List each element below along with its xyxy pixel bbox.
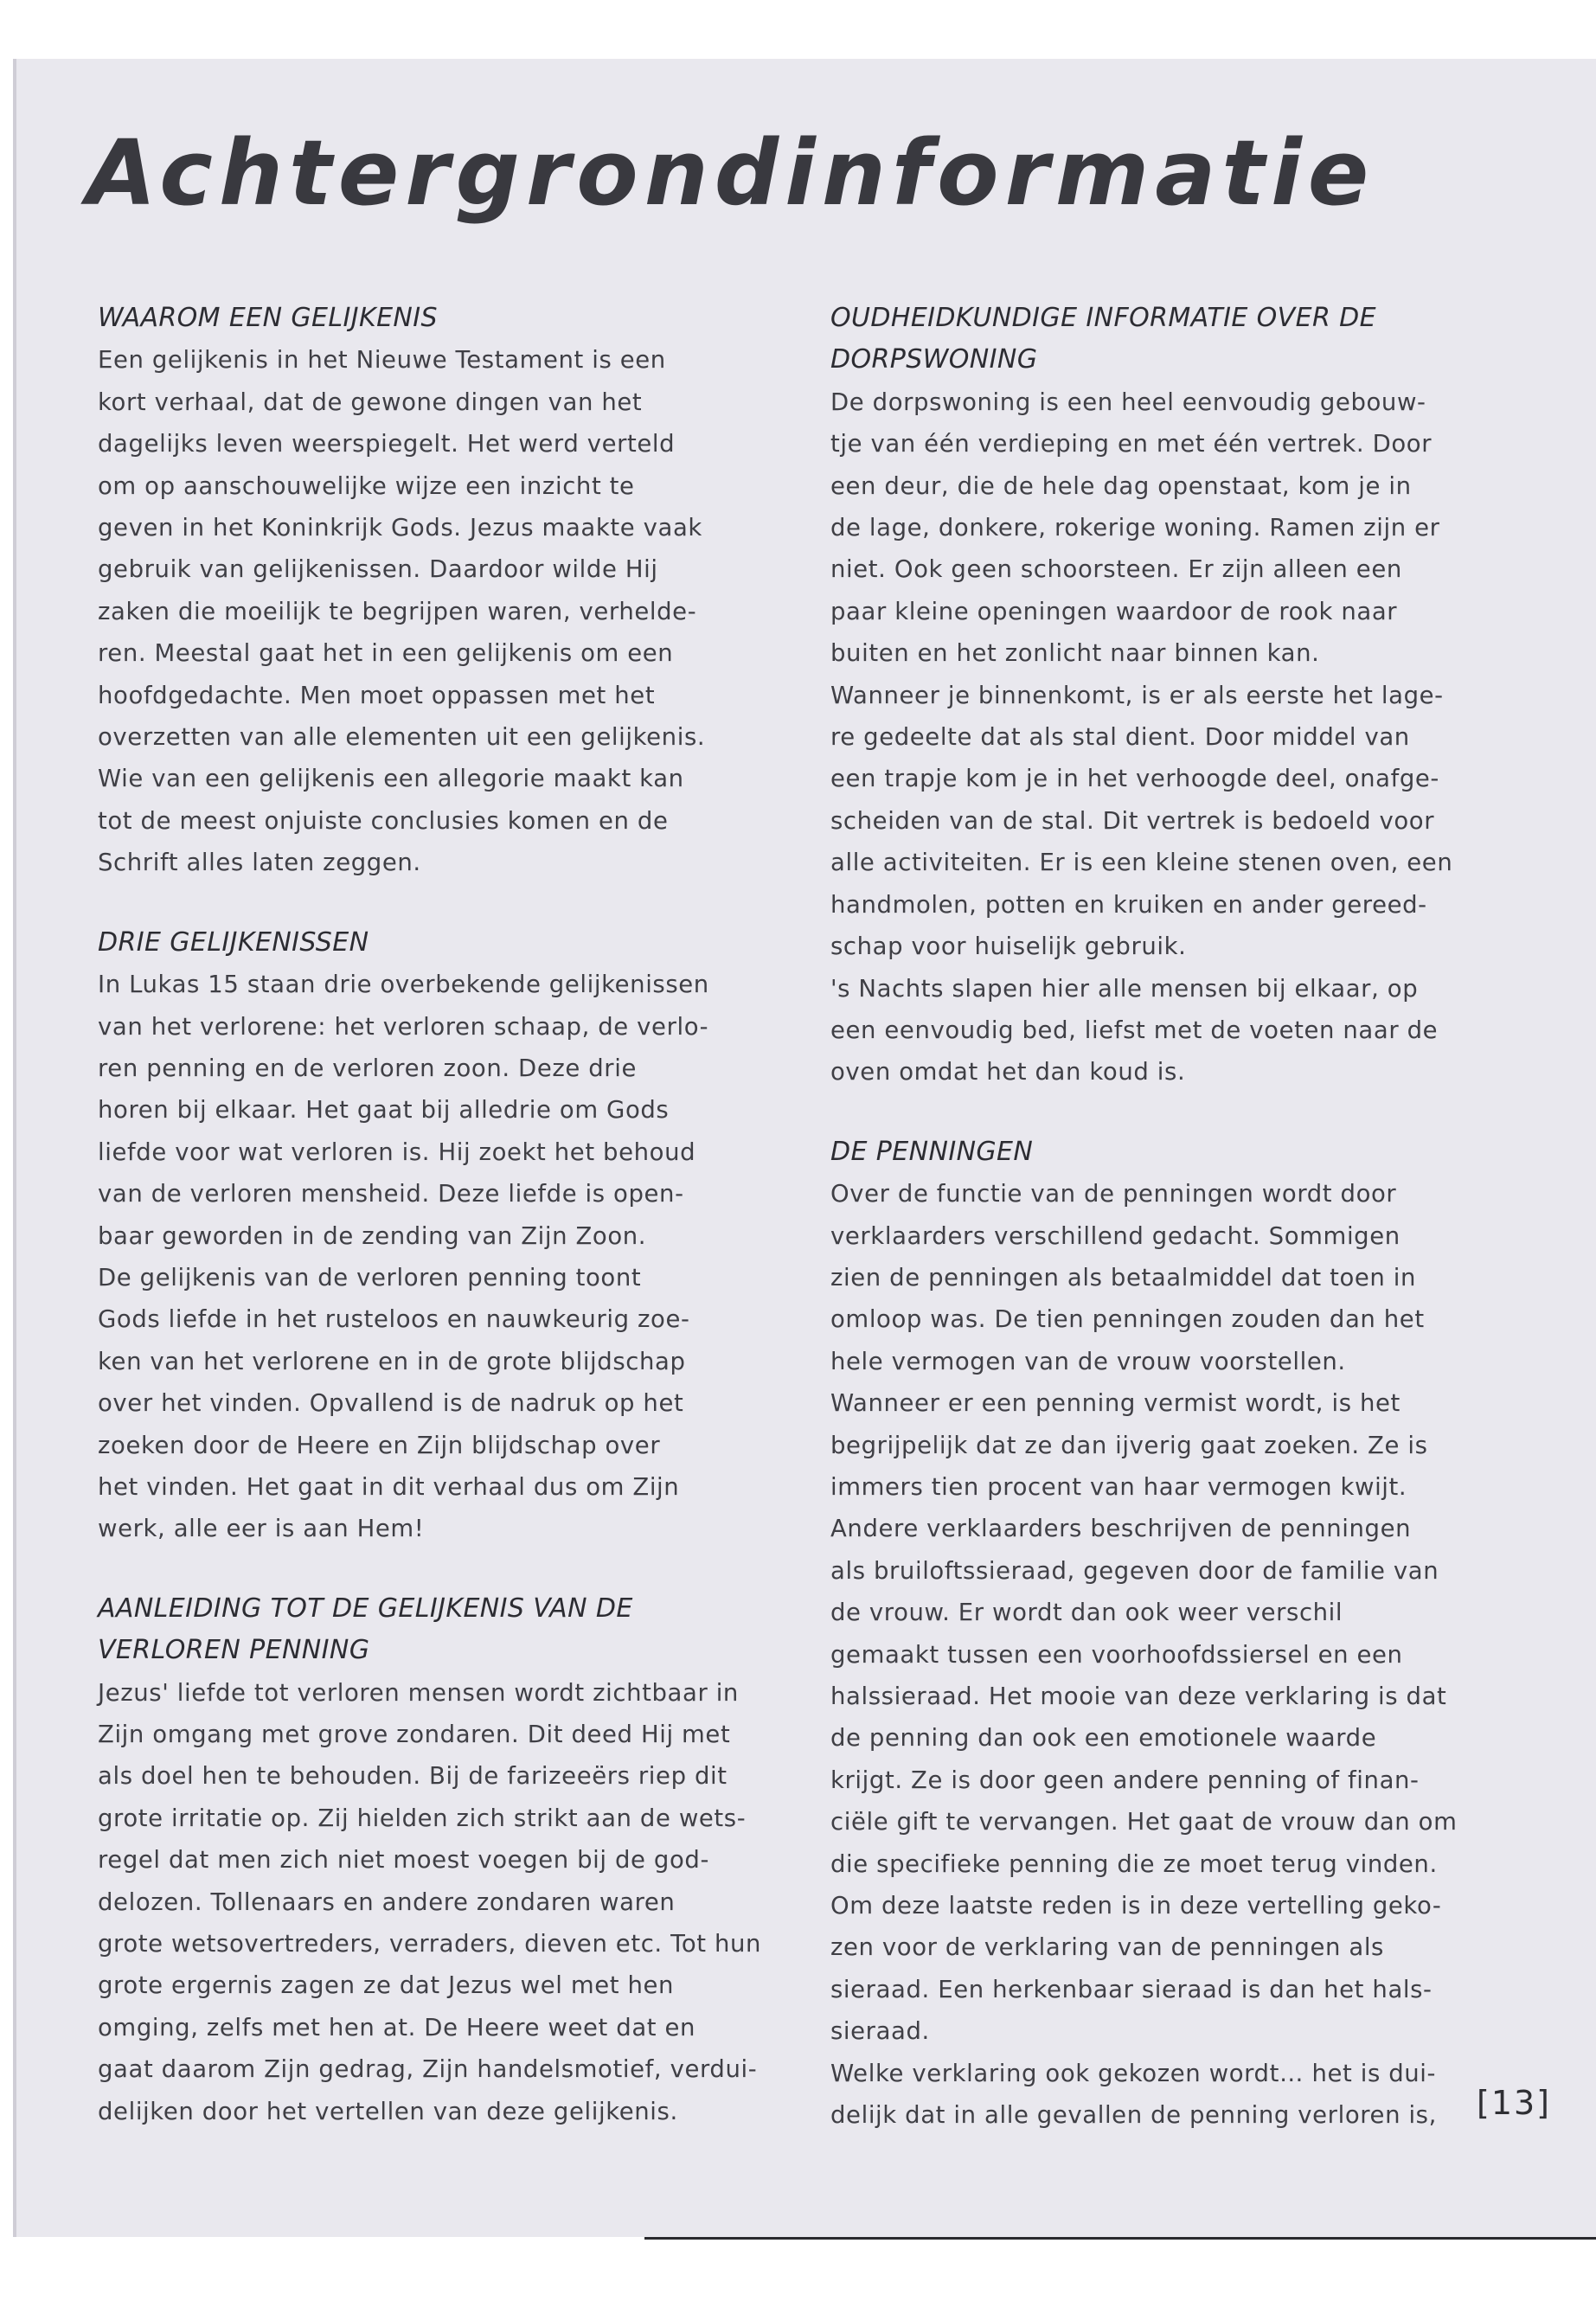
- text-line: horen bij elkaar. Het gaat bij alledrie om Gods: [98, 1096, 670, 1125]
- section-heading: [98, 1588, 742, 1672]
- text-line: halssieraad. Het mooie van deze verklaring is dat: [830, 1682, 1447, 1710]
- text-line: Gods liefde in het rusteloos en nauwkeurig zoe-: [98, 1305, 690, 1334]
- section-oudheidkundige-informatie: [830, 298, 1475, 1093]
- text-line: delijken door het vertellen van deze gelijkenis.: [98, 2097, 678, 2125]
- text-line: alle activiteiten. Er is een kleine stenen oven, een: [830, 849, 1453, 877]
- text-line: zien de penningen als betaalmiddel dat toen in: [830, 1263, 1417, 1292]
- text-line: delijk dat in alle gevallen de penning verloren is,: [830, 2101, 1437, 2130]
- text-line: dagelijks leven weerspiegelt. Het werd verteld: [98, 430, 676, 458]
- section-heading: [830, 1131, 1475, 1173]
- text-line: als doel hen te behouden. Bij de farizeeërs riep dit: [98, 1762, 727, 1791]
- text-line: De gelijkenis van de verloren penning toont: [98, 1263, 642, 1292]
- text-line: regel dat men zich niet moest voegen bij de god-: [98, 1846, 709, 1875]
- text-line: scheiden van de stal. Dit vertrek is bedoeld voor: [830, 806, 1435, 835]
- text-line: over het vinden. Opvallend is de nadruk op het: [98, 1389, 684, 1418]
- text-line: baar geworden in de zending van Zijn Zoon.: [98, 1221, 647, 1250]
- text-line: die specifieke penning die ze moet terug vinden.: [830, 1849, 1438, 1878]
- text-line: een deur, die de hele dag openstaat, kom je in: [830, 471, 1412, 500]
- text-line: omging, zelfs met hen at. De Heere weet dat en: [98, 2013, 696, 2041]
- section-heading: [98, 298, 742, 339]
- text-line: Schrift alles laten zeggen.: [98, 849, 421, 877]
- text-line: kort verhaal, dat de gewone dingen van het: [98, 388, 643, 416]
- section-drie-gelijkenissen: [98, 922, 742, 1550]
- text-line: sieraad. Een herkenbaar sieraad is dan het hals-: [830, 1975, 1433, 2003]
- section-body: [98, 339, 742, 883]
- text-line: overzetten van alle elementen uit een gelijkenis.: [98, 723, 706, 752]
- text-line: zen voor de verklaring van de penningen als: [830, 1933, 1384, 1962]
- section-aanleiding: [98, 1588, 762, 2132]
- section-de-penningen: [830, 1131, 1475, 2137]
- text-line: gemaakt tussen een voorhoofdssiersel en een: [830, 1640, 1403, 1669]
- text-line: handmolen, potten en kruiken en ander gereed-: [830, 890, 1427, 919]
- text-line: 's Nachts slapen hier alle mensen bij elkaar, op: [830, 974, 1419, 1003]
- text-line: Welke verklaring ook gekozen wordt… het is dui-: [830, 2059, 1437, 2087]
- text-line: Jezus' liefde tot verloren mensen wordt zichtbaar in: [98, 1678, 739, 1707]
- text-line: schap voor huiselijk gebruik.: [830, 933, 1187, 961]
- page-edge: [13, 59, 16, 2237]
- section-body: [98, 964, 742, 1550]
- text-line: de vrouw. Er wordt dan ook weer verschil: [830, 1599, 1343, 1627]
- text-line: De dorpswoning is een heel eenvoudig gebouw-: [830, 388, 1426, 416]
- text-line: verklaarders verschillend gedacht. Sommigen: [830, 1221, 1401, 1250]
- text-line: Om deze laatste reden is in deze vertelling geko-: [830, 1892, 1442, 1920]
- text-line: grote ergernis zagen ze dat Jezus wel met hen: [98, 1971, 675, 2000]
- text-line: een eenvoudig bed, liefst met de voeten naar de: [830, 1016, 1439, 1044]
- text-line: omloop was. De tien penningen zouden dan het: [830, 1305, 1425, 1334]
- text-line: re gedeelte dat als stal dient. Door middel van: [830, 723, 1410, 752]
- heading-line: DRIE GELIJKENISSEN: [98, 926, 369, 958]
- text-line: Zijn omgang met grove zondaren. Dit deed Hij met: [98, 1721, 731, 1748]
- text-line: ciële gift te vervangen. Het gaat de vrouw dan om: [830, 1808, 1458, 1836]
- text-line: delozen. Tollenaars en andere zondaren waren: [98, 1888, 676, 1916]
- text-line: tje van één verdieping en met één vertrek. Door: [830, 430, 1433, 458]
- text-line: het vinden. Het gaat in dit verhaal dus om Zijn: [98, 1472, 680, 1501]
- text-line: niet. Ook geen schoorsteen. Er zijn alleen een: [830, 555, 1402, 584]
- text-line: om op aanschouwelijke wijze een inzicht te: [98, 471, 635, 500]
- section-body: [98, 1672, 762, 2132]
- text-line: zoeken door de Heere en Zijn blijdschap over: [98, 1431, 661, 1459]
- section-body: [830, 1173, 1475, 2136]
- text-line: gebruik van gelijkenissen. Daardoor wilde Hij: [98, 555, 658, 584]
- page-title: Achtergrondinformatie: [87, 120, 1375, 226]
- text-line: oven omdat het dan koud is.: [830, 1058, 1186, 1086]
- text-line: werk, alle eer is aan Hem!: [98, 1515, 425, 1543]
- section-waarom: [98, 298, 742, 884]
- section-heading: [98, 922, 742, 964]
- text-line: geven in het Koninkrijk Gods. Jezus maakte vaak: [98, 514, 702, 542]
- text-line: hele vermogen van de vrouw voorstellen.: [830, 1347, 1346, 1375]
- heading-line: WAAROM EEN GELIJKENIS: [98, 303, 438, 333]
- text-line: van het verlorene: het verloren schaap, de verlo-: [98, 1012, 709, 1041]
- heading-line: OUDHEIDKUNDIGE INFORMATIE OVER DE: [830, 303, 1376, 333]
- heading-line: DE PENNINGEN: [830, 1136, 1034, 1167]
- text-line: begrijpelijk dat ze dan ijverig gaat zoeken. Ze is: [830, 1431, 1428, 1459]
- text-line: ken van het verlorene en in de grote blijdschap: [98, 1347, 686, 1375]
- bottom-rule: [644, 2237, 1596, 2240]
- heading-line: AANLEIDING TOT DE GELIJKENIS VAN DE: [98, 1593, 633, 1624]
- text-line: Andere verklaarders beschrijven de penningen: [830, 1515, 1412, 1543]
- text-line: de lage, donkere, rokerige woning. Ramen zijn er: [830, 514, 1440, 542]
- section-body: [830, 381, 1475, 1093]
- text-line: Wanneer je binnenkomt, is er als eerste het lage-: [830, 681, 1444, 709]
- text-line: sieraad.: [830, 2017, 930, 2046]
- text-line: als bruiloftssieraad, gegeven door de familie van: [830, 1556, 1439, 1585]
- text-line: krijgt. Ze is door geen andere penning of finan-: [830, 1766, 1420, 1794]
- text-line: ren. Meestal gaat het in een gelijkenis om een: [98, 639, 674, 668]
- text-line: immers tien procent van haar vermogen kwijt.: [830, 1472, 1407, 1501]
- text-line: grote wetsovertreders, verraders, dieven etc. Tot hun: [98, 1930, 762, 1958]
- text-line: Wanneer er een penning vermist wordt, is het: [830, 1389, 1401, 1418]
- heading-line: DORPSWONING: [830, 344, 1038, 375]
- text-line: grote irritatie op. Zij hielden zich strikt aan de wets-: [98, 1804, 747, 1832]
- text-line: zaken die moeilijk te begrijpen waren, verhelde-: [98, 597, 697, 625]
- text-line: liefde voor wat verloren is. Hij zoekt het behoud: [98, 1138, 696, 1166]
- text-line: tot de meest onjuiste conclusies komen en de: [98, 806, 669, 835]
- text-line: In Lukas 15 staan drie overbekende gelijkenissen: [98, 971, 709, 999]
- text-line: de penning dan ook een emotionele waarde: [830, 1724, 1377, 1753]
- text-line: ren penning en de verloren zoon. Deze drie: [98, 1054, 637, 1082]
- text-line: van de verloren mensheid. Deze liefde is open-: [98, 1180, 684, 1208]
- section-heading: [830, 298, 1475, 381]
- text-line: hoofdgedachte. Men moet oppassen met het: [98, 681, 656, 709]
- left-column: [98, 298, 762, 2170]
- text-line: Een gelijkenis in het Nieuwe Testament is een: [98, 346, 666, 375]
- heading-line: VERLOREN PENNING: [98, 1635, 370, 1666]
- page-number: [13]: [1477, 2084, 1552, 2122]
- text-line: Over de functie van de penningen wordt door: [830, 1180, 1397, 1208]
- text-line: een trapje kom je in het verhoogde deel, onafge-: [830, 765, 1439, 793]
- right-column: [830, 298, 1475, 2174]
- text-line: buiten en het zonlicht naar binnen kan.: [830, 639, 1320, 668]
- text-line: Wie van een gelijkenis een allegorie maakt kan: [98, 765, 684, 793]
- text-line: gaat daarom Zijn gedrag, Zijn handelsmotief, verdui-: [98, 2055, 758, 2084]
- text-line: paar kleine openingen waardoor de rook naar: [830, 597, 1398, 625]
